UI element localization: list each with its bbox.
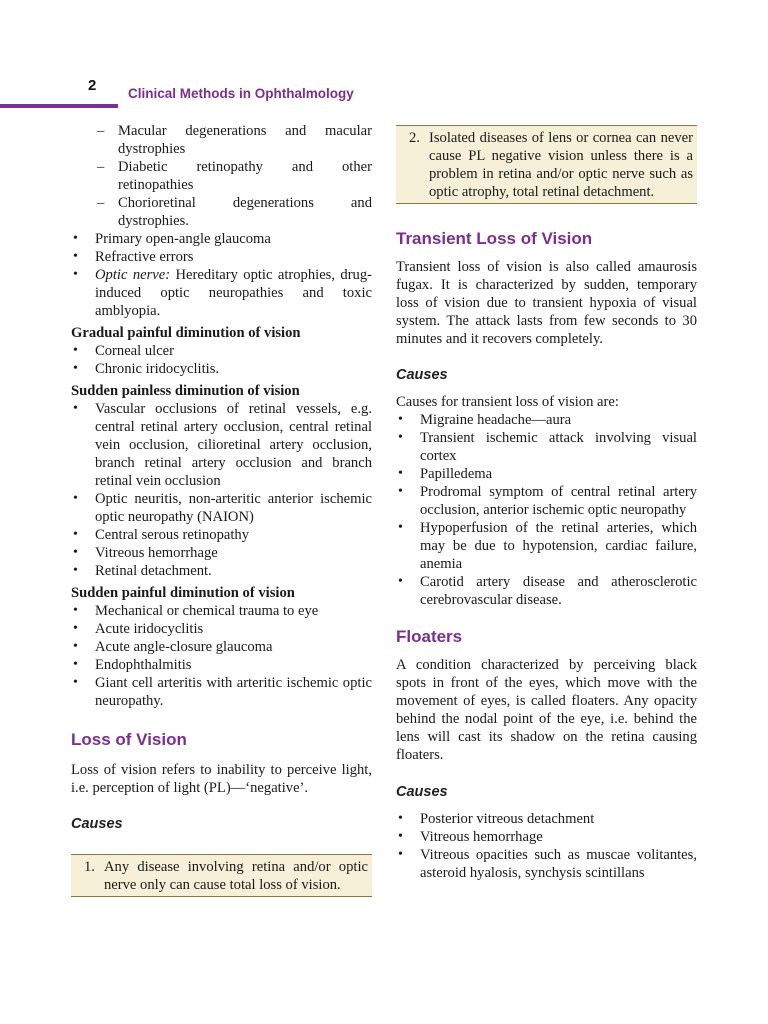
loss-causes-heading: Causes [71, 816, 123, 832]
optic-nerve-text: Hereditary optic atrophies, drug-induced optic neuropathies and toxic amblyopia. [95, 267, 373, 319]
floaters-causes-heading: Causes [396, 784, 448, 800]
list-item-optic-nerve [71, 266, 372, 320]
list-item: • Refractive errors [71, 248, 372, 266]
list-item: • Acute angle-closure glaucoma [71, 638, 372, 656]
list-item: • Transient ischemic attack involving visual cortex [396, 429, 697, 465]
gradual-painful-heading: Gradual painful diminution of vision [71, 325, 301, 341]
list-item: • Corneal ulcer [71, 342, 372, 360]
loss-of-vision-heading: Loss of Vision [71, 730, 187, 749]
floaters-text: A condition characterized by perceiving black spots in front of the eyes, which move with the movement of eyes, is called floaters. Any opacity behind the nodal point of the eye, i.e. behind the lens will cast its shadow on the retina causing floaters. [396, 657, 697, 763]
transient-causes-list [396, 411, 697, 609]
note-item [71, 858, 368, 894]
floaters-heading: Floaters [396, 627, 463, 646]
floaters-causes-list [396, 810, 697, 882]
list-item: • Papilledema [396, 465, 697, 483]
transient-loss-text: Transient loss of vision is also called amaurosis fugax. It is characterized by sudden, temporary loss of vision due to transient hypoxia of visual system. The attack lasts from few seconds to 30 minutes and it recovers completely. [396, 259, 697, 347]
note-number: 2. [409, 130, 420, 146]
header-accent-rule [0, 104, 118, 108]
list-item: – Diabetic retinopathy and other retinopathies [71, 158, 372, 194]
list-item: • Hypoperfusion of the retinal arteries, which may be due to hypotension, cardiac failure, anemia [396, 519, 697, 573]
list-item: • Primary open-angle glaucoma [71, 230, 372, 248]
note-box-2 [396, 125, 697, 204]
gradual-painful-list [71, 342, 372, 378]
running-title: Clinical Methods in Ophthalmology [128, 86, 354, 101]
list-item: • Migraine headache—aura [396, 411, 697, 429]
list-item: • Vitreous hemorrhage [396, 828, 697, 846]
note-item [396, 129, 693, 201]
list-item: • Carotid artery disease and atherosclerotic cerebrovascular disease. [396, 573, 697, 609]
left-column [71, 122, 372, 897]
list-item: • Retinal detachment. [71, 562, 372, 580]
right-column [396, 125, 697, 882]
list-item: • Vitreous hemorrhage [71, 544, 372, 562]
sudden-painful-list [71, 602, 372, 710]
sudden-painless-heading: Sudden painless diminution of vision [71, 383, 300, 399]
list-item: – Chorioretinal degenerations and dystrophies. [71, 194, 372, 230]
transient-causes-heading: Causes [396, 367, 448, 383]
list-item: • Mechanical or chemical trauma to eye [71, 602, 372, 620]
transient-loss-heading: Transient Loss of Vision [396, 229, 593, 248]
list-item: • Central serous retinopathy [71, 526, 372, 544]
list-item: • Endophthalmitis [71, 656, 372, 674]
page-number: 2 [88, 77, 97, 94]
optic-nerve-label: Optic nerve: [95, 267, 171, 283]
list-item: • Giant cell arteritis with arteritic ischemic optic neuropathy. [71, 674, 372, 710]
list-item: • Optic neuritis, non-arteritic anterior ischemic optic neuropathy (NAION) [71, 490, 372, 526]
retinal-causes-sublist [71, 122, 372, 230]
sudden-painless-list [71, 400, 372, 580]
loss-of-vision-text: Loss of vision refers to inability to perceive light, i.e. perception of light (PL)—‘negative’. [71, 762, 372, 796]
note-text: Isolated diseases of lens or cornea can never cause PL negative vision unless there is a problem in retina and/or optic nerve such as optic atrophy, total retinal detachment. [429, 130, 693, 200]
list-item: • Posterior vitreous detachment [396, 810, 697, 828]
transient-causes-intro: Causes for transient loss of vision are: [396, 394, 619, 410]
list-item: • Prodromal symptom of central retinal artery occlusion, anterior ischemic optic neuropathy [396, 483, 697, 519]
list-item: • Vascular occlusions of retinal vessels, e.g. central retinal artery occlusion, central retinal vein occlusion, cilioretinal artery occlusion, branch retinal artery occlusion and branch retinal vein occlusion [71, 400, 372, 490]
list-item: • Vitreous opacities such as muscae volitantes, asteroid hyalosis, synchysis scintillans [396, 846, 697, 882]
note-number: 1. [84, 859, 95, 875]
list-item: • Chronic iridocyclitis. [71, 360, 372, 378]
gradual-painless-causes-list [71, 230, 372, 320]
note-box-1 [71, 854, 372, 897]
sudden-painful-heading: Sudden painful diminution of vision [71, 585, 295, 601]
note-text: Any disease involving retina and/or optic nerve only can cause total loss of vision. [104, 859, 368, 893]
list-item: • Acute iridocyclitis [71, 620, 372, 638]
list-item: – Macular degenerations and macular dystrophies [71, 122, 372, 158]
